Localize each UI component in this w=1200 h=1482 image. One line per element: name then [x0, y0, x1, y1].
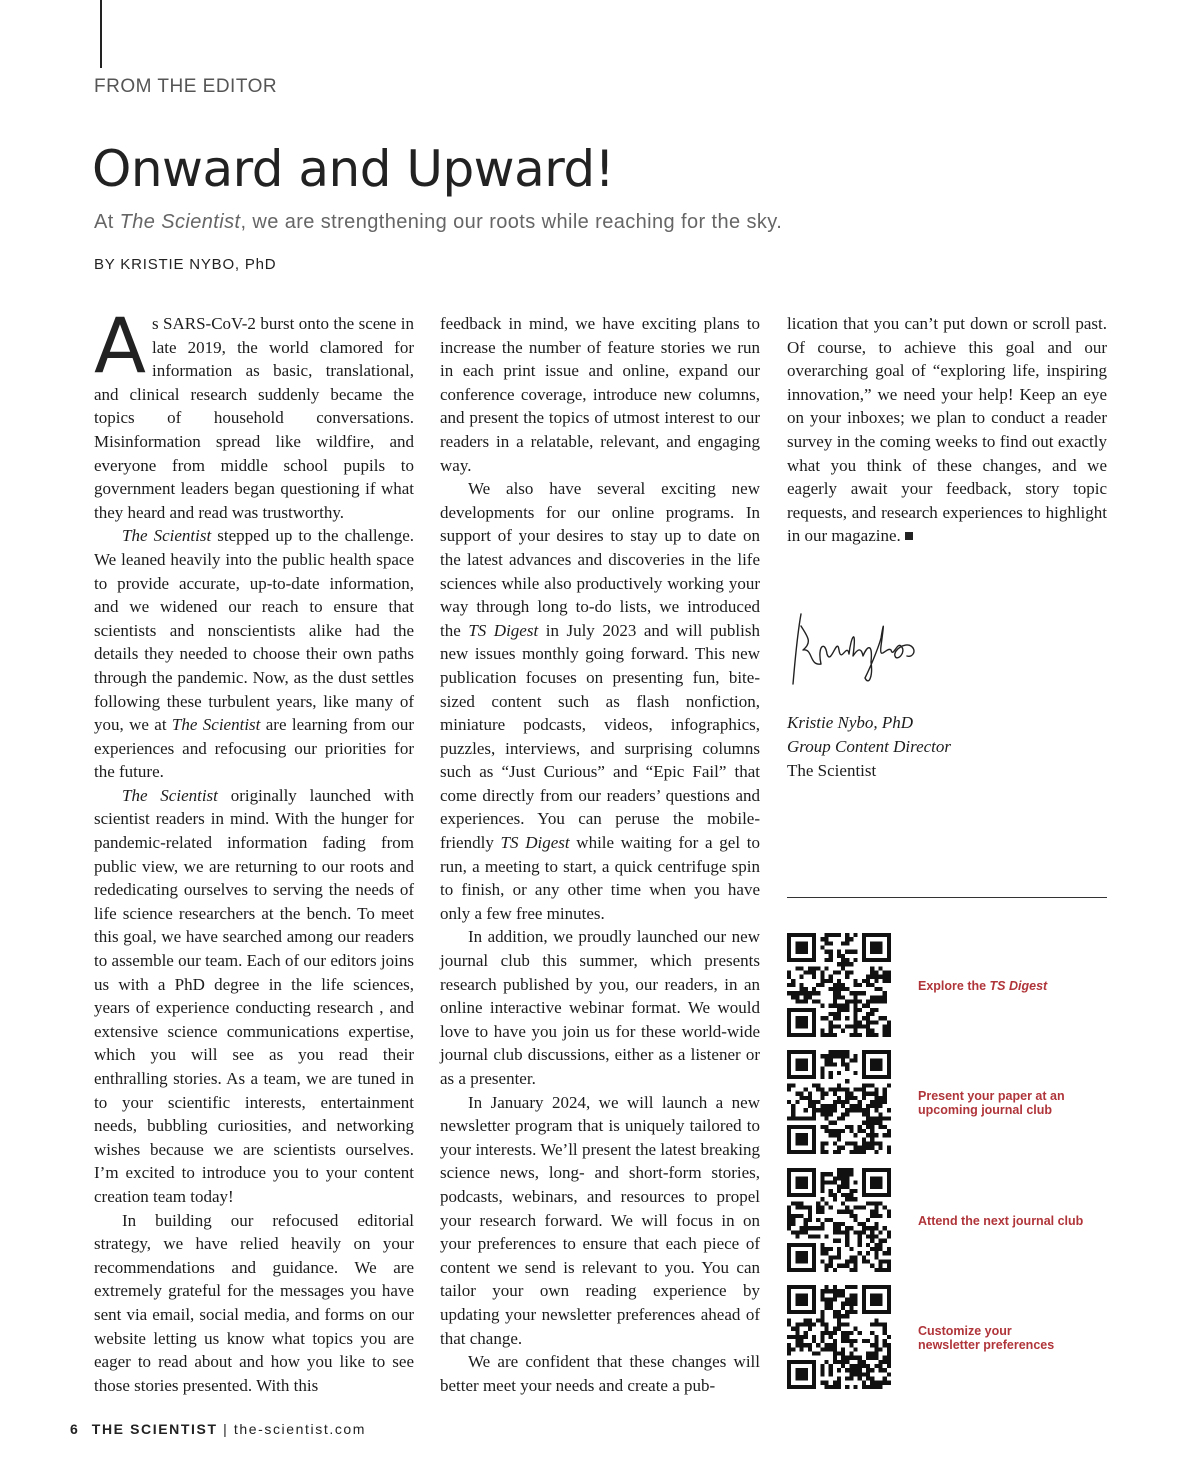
byline: BY KRISTIE NYBO, PhD: [94, 256, 277, 273]
paragraph-text: while waiting for a gel to run, a meeting to start, a quick centrifuge spin to finish, or any other time when you have only a few free minutes.: [440, 833, 760, 923]
paragraph-text: We also have several exciting new developments for our online programs. In support of your desires to stay up to date on the latest advances and discoveries in the life sciences while also productively working your way through long to-do lists, we introduced the: [440, 479, 760, 640]
section-label: FROM THE EDITOR: [94, 76, 278, 97]
qr-link-newsletter[interactable]: [787, 1285, 1107, 1391]
vertical-rule: [100, 0, 102, 68]
dek-suffix: , we are strengthening our roots while reaching for the sky.: [240, 211, 783, 233]
page-footer: [70, 1421, 366, 1437]
qr-label-text: Explore the: [918, 979, 990, 993]
paragraph: [440, 1091, 760, 1351]
paragraph-text: in July 2023 and will publish new issues monthly going forward. This new publication focuses on presenting fun, bite-sized content such as flash nonfiction, miniature podcasts, videos, infographics, puzzles, interviews, and surprising columns such as “Just Curious” and “Epic Fail” that come directly from our readers’ questions and experiences. You can peruse the mobile-friendly: [440, 620, 760, 853]
article-dek: [94, 211, 782, 234]
paragraph: [94, 301, 414, 524]
qr-label[interactable]: [918, 1324, 1058, 1352]
paragraph-text: feedback in mind, we have exciting plans to increase the number of feature stories we run in each print issue and online, expand our conference coverage, introduce new columns, and present the topics of utmost interest to our readers in a relatable, relevant, and engaging way.: [440, 314, 760, 475]
paragraph-text: originally launched with scientist readers in mind. With the hunger for pandemic-related information fading from public view, we are returning to our roots and rededicating ourselves to serving the needs of life science researchers at the bench. To meet this goal, we have searched among our readers to assemble our team. Each of our editors joins us with a PhD degree in the life sciences, years of experience conducting research , and extensive science communications expertise, which you will see as you read their enthralling stories. As a team, we are tuned in to your scientific interests, entertainment needs, bubbling curiosities, and networking wishes because we are scientists ourselves. I’m excited to introduce you to your content creation team today!: [94, 785, 414, 1206]
paragraph: [440, 1350, 760, 1397]
paragraph: [440, 312, 760, 477]
qr-label-text: Attend the next journal club: [918, 1214, 1084, 1228]
publication-name: The Scientist: [122, 785, 218, 805]
paragraph-text: In addition, we proudly launched our new journal club this summer, which presents research published by you, our readers, in an online interactive webinar format. We would love to have you join us for these world-wide journal club discussions, either as a listener or as a presenter.: [440, 927, 760, 1088]
signature-image: [787, 606, 927, 688]
page-number: 6: [70, 1421, 78, 1437]
qr-label[interactable]: [918, 979, 1088, 993]
digest-name: TS Digest: [468, 620, 539, 640]
paragraph: [94, 1209, 414, 1398]
footer-publication: THE SCIENTIST: [91, 1421, 218, 1437]
footer-url[interactable]: the-scientist.com: [233, 1421, 367, 1437]
article-column-2: [440, 312, 760, 1397]
qr-link-digest[interactable]: [787, 933, 1107, 1039]
qr-link-present-paper[interactable]: [787, 1050, 1107, 1156]
paragraph-text: are learning from our experiences and refocusing our priorities for the future.: [94, 715, 414, 782]
signature-block: [787, 711, 951, 783]
sidebar-divider: [787, 897, 1107, 898]
article-column-1: [94, 301, 414, 1397]
dek-prefix: At: [94, 211, 120, 233]
paragraph-text: We are confident that these changes will better meet your needs and create a pub-: [440, 1352, 760, 1395]
qr-code-icon[interactable]: [787, 1050, 891, 1154]
paragraph-text: In January 2024, we will launch a new newsletter program that is uniquely tailored to your interests. We’ll present the latest breaking science news, long- and short-form stories, podcasts, webinars, and resources to propel your research forward. We will focus in on your preferences to ensure that each piece of content we send is relevant to you. You can tailor your own reading experience by updating your newsletter preferences ahead of that change.: [440, 1092, 760, 1348]
dek-publication: The Scientist: [119, 211, 241, 233]
paragraph: [787, 312, 1107, 548]
qr-label[interactable]: [918, 1214, 1088, 1228]
signer-org: The Scientist: [787, 761, 877, 780]
paragraph-text: s SARS-CoV-2 burst onto the scene in late 2019, the world clamored for information as basic, translational, and clinical research suddenly became the topics of household conversations. Misinformation spread like wildfire, and everyone from middle school pupils to government leaders began questioning if what they heard and read was trustworthy.: [94, 314, 414, 522]
qr-link-journal-club[interactable]: [787, 1168, 1107, 1274]
signer-role: Group Content Director: [787, 737, 952, 756]
paragraph-text: stepped up to the challenge. We leaned heavily into the public health space to provide accurate, up-to-date information, and we widened our reach to ensure that scientists and nonscientists alike had the details they needed to choose their own paths through the pandemic. Now, as the dust settles following these turbulent years, like many of you, we at: [94, 526, 414, 735]
signer-name: Kristie Nybo, PhD: [787, 713, 914, 732]
paragraph: [94, 784, 414, 1209]
digest-name: TS Digest: [500, 833, 570, 853]
qr-label[interactable]: [918, 1089, 1088, 1117]
drop-cap: A: [94, 301, 146, 390]
qr-code-icon[interactable]: [787, 933, 891, 1037]
paragraph: [440, 477, 760, 925]
qr-label-text: Customize your newsletter preferences: [918, 1324, 1055, 1352]
paragraph: [440, 925, 760, 1090]
article-title: Onward and Upward!: [92, 140, 615, 198]
qr-code-icon[interactable]: [787, 1168, 891, 1272]
end-mark-icon: [905, 532, 913, 540]
paragraph: [94, 524, 414, 784]
publication-name: The Scientist: [122, 526, 212, 546]
footer-separator: |: [217, 1421, 234, 1437]
paragraph-text: In building our refocused editorial strategy, we have relied heavily on your recommendations and guidance. We are extremely grateful for the messages you have sent via email, social media, and forms on our website letting us know what topics you are eager to read about and how you like to see those stories presented. With this: [94, 1210, 414, 1395]
publication-name: The Scientist: [171, 715, 261, 735]
paragraph-text: lication that you can’t put down or scroll past. Of course, to achieve this goal and our overarching goal of “exploring life, inspiring innovation,” we need your help! Keep an eye on your inboxes; we plan to conduct a reader survey in the coming weeks to find out exactly what you think of these changes, and we eagerly await your feedback, story topic requests, and research experiences to highlight in our magazine.: [787, 314, 1107, 546]
article-column-3: [787, 312, 1107, 548]
qr-label-italic: TS Digest: [989, 979, 1048, 993]
qr-label-text: Present your paper at an upcoming journal club: [918, 1089, 1065, 1117]
qr-code-icon[interactable]: [787, 1285, 891, 1389]
